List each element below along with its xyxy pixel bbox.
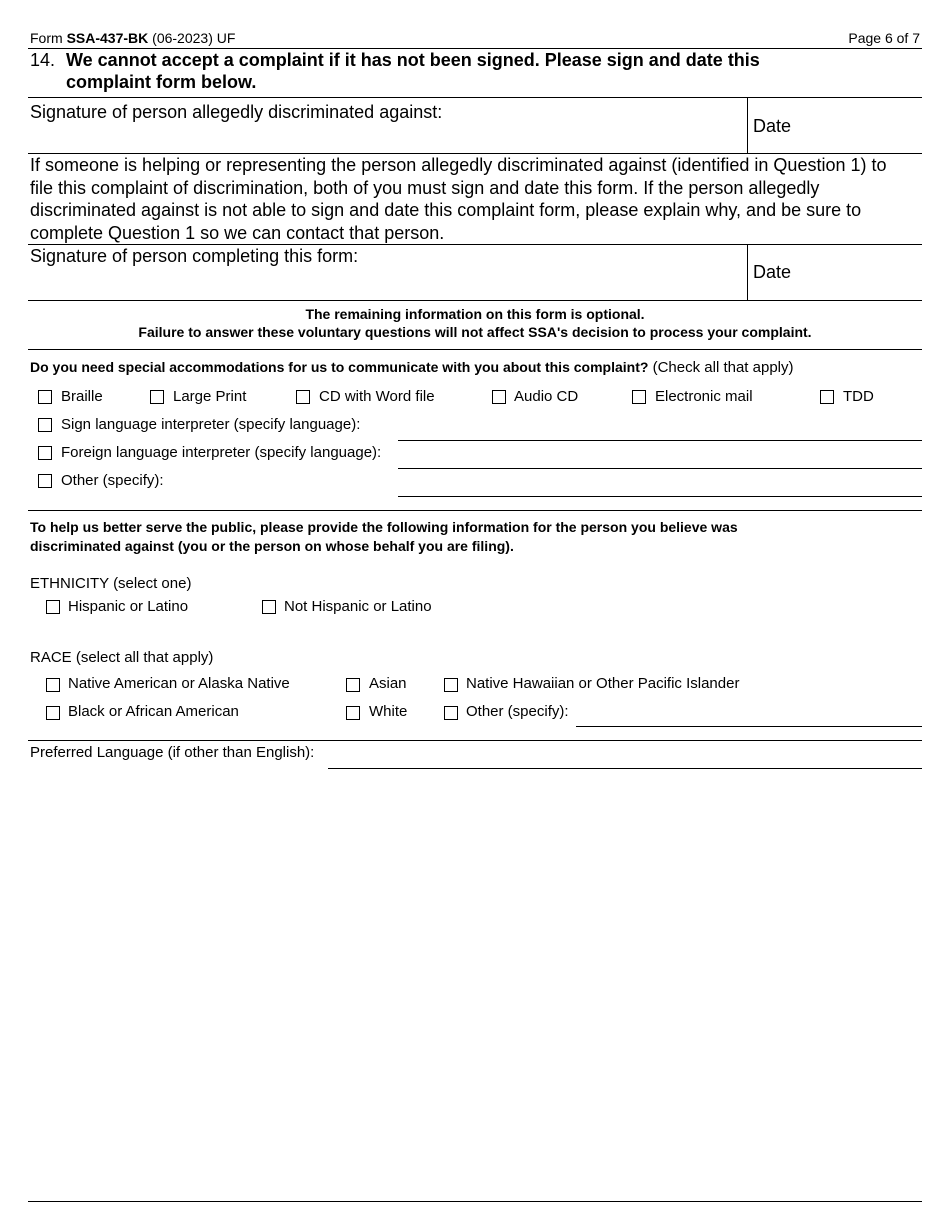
signature-2-label: Signature of person completing this form: xyxy=(30,246,359,266)
black-checkbox[interactable] xyxy=(46,706,60,720)
native-hawaiian-label: Native Hawaiian or Other Pacific Islander xyxy=(466,675,740,692)
accommodations-question-text: Do you need special accommodations for us to communicate with you about this complaint? xyxy=(30,359,649,375)
other-race-label: Other (specify): xyxy=(466,703,569,720)
accommodations-question-note: (Check all that apply) xyxy=(648,359,794,376)
form-number: SSA-437-BK xyxy=(66,30,149,46)
other-race-checkbox[interactable] xyxy=(444,706,458,720)
other-accommodation-label: Other (specify): xyxy=(61,472,164,489)
helper-line-3: discriminated against is not able to sign and date this complaint form, please explain why, and be sure to xyxy=(30,200,862,220)
cd-word-file-checkbox[interactable] xyxy=(296,390,310,404)
signature-2-date-field[interactable] xyxy=(748,245,922,299)
tdd-label: TDD xyxy=(843,388,874,405)
page-number: Page 6 of 7 xyxy=(848,30,920,46)
electronic-mail-checkbox[interactable] xyxy=(632,390,646,404)
foreign-language-input[interactable] xyxy=(398,468,922,469)
demographics-intro-line1: To help us better serve the public, please provide the following information for the person you believe was xyxy=(30,519,738,535)
asian-label: Asian xyxy=(369,675,407,692)
demographics-intro-line2: discriminated against (you or the person on whose behalf you are filing). xyxy=(30,538,514,554)
optional-notice-line1: The remaining information on this form is optional. xyxy=(305,306,645,322)
native-american-label: Native American or Alaska Native xyxy=(68,675,290,692)
not-hispanic-label: Not Hispanic or Latino xyxy=(284,598,432,615)
optional-notice-line2: Failure to answer these voluntary questions will not affect SSA's decision to process your complaint. xyxy=(138,324,812,340)
divider xyxy=(28,740,922,741)
native-american-checkbox[interactable] xyxy=(46,678,60,692)
hispanic-label: Hispanic or Latino xyxy=(68,598,189,615)
signature-1-label: Signature of person allegedly discriminated against: xyxy=(30,102,443,122)
sign-language-checkbox[interactable] xyxy=(38,418,52,432)
footer-divider xyxy=(28,1201,922,1202)
braille-checkbox[interactable] xyxy=(38,390,52,404)
divider xyxy=(28,300,922,301)
form-prefix: Form xyxy=(30,30,67,46)
asian-checkbox[interactable] xyxy=(346,678,360,692)
audio-cd-checkbox[interactable] xyxy=(492,390,506,404)
helper-line-2: file this complaint of discrimination, both of you must sign and date this form. If the person allegedly xyxy=(30,178,820,198)
native-hawaiian-checkbox[interactable] xyxy=(444,678,458,692)
braille-label: Braille xyxy=(61,388,103,405)
foreign-language-checkbox[interactable] xyxy=(38,446,52,460)
race-label: RACE (select all that apply) xyxy=(30,649,214,666)
hispanic-checkbox[interactable] xyxy=(46,600,60,614)
cd-word-file-label: CD with Word file xyxy=(319,388,435,405)
sign-language-label: Sign language interpreter (specify language): xyxy=(61,416,361,433)
question-14-line1: We cannot accept a complaint if it has not been signed. Please sign and date this xyxy=(66,50,760,70)
preferred-language-input[interactable] xyxy=(328,768,922,769)
not-hispanic-checkbox[interactable] xyxy=(262,600,276,614)
signature-1-date-label: Date xyxy=(753,116,792,136)
divider xyxy=(28,510,922,511)
white-checkbox[interactable] xyxy=(346,706,360,720)
white-label: White xyxy=(369,703,408,720)
large-print-checkbox[interactable] xyxy=(150,390,164,404)
helper-line-4: complete Question 1 so we can contact that person. xyxy=(30,223,445,243)
preferred-language-label: Preferred Language (if other than English): xyxy=(30,744,315,761)
helper-line-1: If someone is helping or representing the person allegedly discriminated against (identified in Question 1) to xyxy=(30,155,887,175)
question-14-line2: complaint form below. xyxy=(66,72,257,92)
signature-1-date-field[interactable] xyxy=(748,98,922,152)
signature-1-field[interactable] xyxy=(28,98,746,152)
tdd-checkbox[interactable] xyxy=(820,390,834,404)
form-suffix: (06-2023) UF xyxy=(148,30,236,46)
divider xyxy=(28,349,922,350)
black-label: Black or African American xyxy=(68,703,239,720)
sign-language-input[interactable] xyxy=(398,440,922,441)
ethnicity-label: ETHNICITY (select one) xyxy=(30,575,192,592)
signature-2-field[interactable] xyxy=(28,245,746,299)
foreign-language-label: Foreign language interpreter (specify language): xyxy=(61,444,382,461)
accommodations-question xyxy=(30,358,794,377)
form-id xyxy=(30,30,235,47)
other-accommodation-checkbox[interactable] xyxy=(38,474,52,488)
audio-cd-label: Audio CD xyxy=(514,388,579,405)
question-14-number: 14. xyxy=(30,50,56,70)
other-race-input[interactable] xyxy=(576,726,922,727)
other-accommodation-input[interactable] xyxy=(398,496,922,497)
electronic-mail-label: Electronic mail xyxy=(655,388,753,405)
large-print-label: Large Print xyxy=(173,388,247,405)
signature-2-date-label: Date xyxy=(753,262,792,282)
